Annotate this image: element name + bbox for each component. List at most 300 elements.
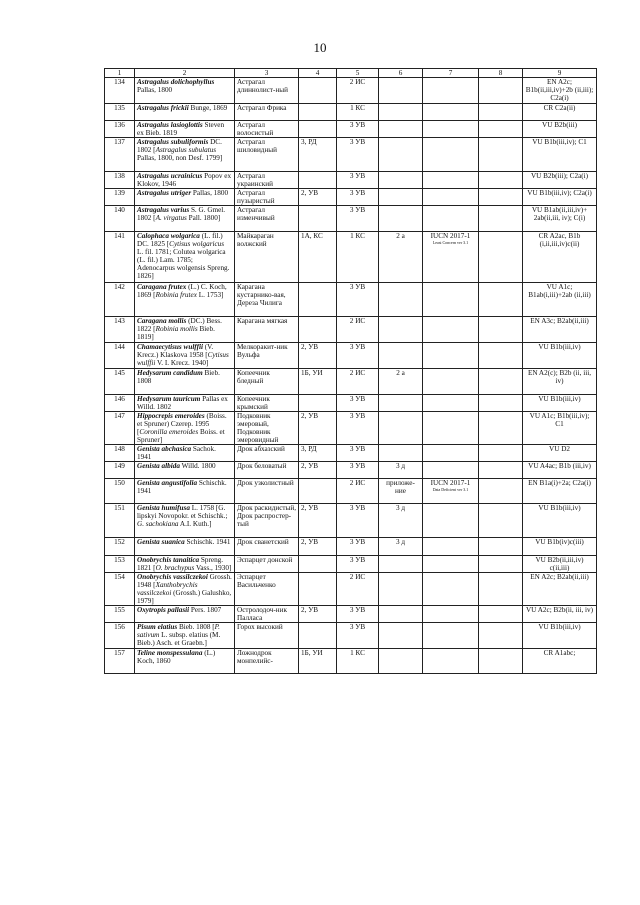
column-4-status <box>299 121 337 138</box>
species-cell <box>135 445 235 462</box>
column-8 <box>479 78 523 104</box>
table-row <box>105 283 597 317</box>
species-name: Astragalus dolichophyllus <box>137 78 215 86</box>
russian-name: Карагана кустарнико-вая, Дереза Чилига <box>235 283 299 317</box>
synonym-name: G. sachokiana <box>137 520 179 528</box>
column-4-status: 2, УВ <box>299 606 337 623</box>
species-author: Pallas, 1800 <box>191 189 229 197</box>
synonym-author: Boiss. et Spruner] <box>137 428 225 444</box>
column-6-annex <box>379 395 423 412</box>
species-cell <box>135 232 235 283</box>
column-6-annex: 2 а <box>379 369 423 395</box>
column-4-status <box>299 623 337 649</box>
column-8 <box>479 172 523 189</box>
russian-name: Майкараган волжский <box>235 232 299 283</box>
column-6-annex <box>379 283 423 317</box>
iucn-cell <box>423 317 479 343</box>
column-5-category: 2 ИС <box>337 479 379 504</box>
column-8 <box>479 232 523 283</box>
column-5-category: 3 УВ <box>337 462 379 479</box>
species-cell <box>135 317 235 343</box>
row-number: 143 <box>105 317 135 343</box>
category-criteria: VU B1b(iii,iv) <box>523 343 597 369</box>
synonym-name: O. brachypus <box>155 564 195 572</box>
table-row <box>105 504 597 538</box>
species-name: Caragana mollis <box>137 317 187 325</box>
category-criteria: EN A2c; B1b(ii,iii,iv)+2b (ii,iii); C2a(i) <box>523 78 597 104</box>
species-cell <box>135 283 235 317</box>
column-5-category: 3 УВ <box>337 343 379 369</box>
species-author: (Boiss. et Spruner) Czerep. 1995 [ <box>137 412 227 436</box>
synonym-name: A. virgatus <box>155 214 187 222</box>
iucn-cell <box>423 462 479 479</box>
table-row <box>105 462 597 479</box>
species-cell <box>135 78 235 104</box>
species-author: Bunge, 1869 <box>188 104 228 112</box>
column-8 <box>479 606 523 623</box>
row-number: 154 <box>105 573 135 606</box>
column-6-annex <box>379 573 423 606</box>
iucn-cell <box>423 369 479 395</box>
iucn-cell <box>423 649 479 674</box>
column-5-category: 2 ИС <box>337 369 379 395</box>
russian-name: Подковник эмеровый, Подковник эмеровидный <box>235 412 299 445</box>
species-name: Onobrychis vassilczekoi <box>137 573 208 581</box>
column-4-status <box>299 206 337 232</box>
species-name: Hedysarum tauricum <box>137 395 201 403</box>
synonym-author: Pallas, 1800, non Desf. 1799] <box>137 154 223 162</box>
column-header: 2 <box>135 69 235 78</box>
species-name: Pisum elatius <box>137 623 178 631</box>
species-author: Spreng. 1821 [ <box>137 556 224 572</box>
column-8 <box>479 369 523 395</box>
iucn-cell <box>423 395 479 412</box>
red-list-table <box>104 68 597 674</box>
synonym-author: L. fil. 1781; Colutea wolgarica (L. fil.) Lam. 1785; Adenocarpus wolgensis Spreng. 1826] <box>137 248 230 280</box>
column-header: 8 <box>479 69 523 78</box>
category-criteria: VU B2b(iii) <box>523 121 597 138</box>
table-body <box>105 69 597 674</box>
column-5-category: 3 УВ <box>337 283 379 317</box>
column-6-annex: 3 д <box>379 504 423 538</box>
species-cell <box>135 189 235 206</box>
row-number: 142 <box>105 283 135 317</box>
species-name: Genista suanica <box>137 538 185 546</box>
iucn-cell <box>423 206 479 232</box>
column-6-annex <box>379 445 423 462</box>
column-8 <box>479 623 523 649</box>
table-row <box>105 479 597 504</box>
iucn-cell <box>423 538 479 556</box>
synonym-author: Bieb. 1819] <box>137 325 215 341</box>
column-4-status <box>299 283 337 317</box>
species-author: Schischk. 1941 <box>184 538 231 546</box>
column-header: 9 <box>523 69 597 78</box>
column-header: 5 <box>337 69 379 78</box>
table-row <box>105 104 597 121</box>
table-row <box>105 317 597 343</box>
column-4-status: 3, РД <box>299 445 337 462</box>
column-8 <box>479 121 523 138</box>
synonym-name: Cytisus wolgaricus <box>169 240 225 248</box>
species-name: Astragalus ucrainicus <box>137 172 203 180</box>
russian-name: Астрагал шиловидный <box>235 138 299 172</box>
column-6-annex <box>379 121 423 138</box>
column-4-status <box>299 104 337 121</box>
table-row <box>105 623 597 649</box>
russian-name: Эспарцет донской <box>235 556 299 573</box>
iucn-cell <box>423 412 479 445</box>
category-criteria: VU A1c; B1b(iii,iv); C1 <box>523 412 597 445</box>
column-5-category: 3 УВ <box>337 395 379 412</box>
species-author: (V. Krecz.) Klaskova 1958 [ <box>137 343 214 359</box>
column-8 <box>479 573 523 606</box>
species-name: Genista abchasica <box>137 445 192 453</box>
row-number: 151 <box>105 504 135 538</box>
species-cell <box>135 573 235 606</box>
iucn-cell <box>423 606 479 623</box>
column-4-status <box>299 479 337 504</box>
category-criteria: VU B1b(iii,iv) <box>523 504 597 538</box>
category-criteria: VU B1b(iii,iv) <box>523 623 597 649</box>
iucn-cell <box>423 479 479 504</box>
species-name: Astragalus subuliformis <box>137 138 209 146</box>
species-author: Pers. 1807 <box>189 606 222 614</box>
table-row <box>105 649 597 674</box>
species-author: Pallas, 1800 <box>137 86 173 94</box>
iucn-cell <box>423 623 479 649</box>
russian-name: Эспарцет Васильченко <box>235 573 299 606</box>
column-6-annex <box>379 343 423 369</box>
synonym-author: A.I. Kuth.] <box>178 520 212 528</box>
species-author: S. G. Gmel. 1802 [ <box>137 206 226 222</box>
synonym-name: Robinia mollis <box>155 325 198 333</box>
russian-name: Астрагал Фрика <box>235 104 299 121</box>
column-header: 3 <box>235 69 299 78</box>
table-row <box>105 369 597 395</box>
column-8 <box>479 283 523 317</box>
column-5-category: 3 УВ <box>337 172 379 189</box>
column-8 <box>479 412 523 445</box>
column-8 <box>479 479 523 504</box>
table-row <box>105 343 597 369</box>
column-5-category: 3 УВ <box>337 606 379 623</box>
column-5-category: 3 УВ <box>337 206 379 232</box>
column-6-annex <box>379 412 423 445</box>
column-6-annex <box>379 606 423 623</box>
species-name: Onobrychis tanaitica <box>137 556 200 564</box>
column-6-annex: приложе-ние <box>379 479 423 504</box>
species-name: Astragalus utriger <box>137 189 192 197</box>
species-cell <box>135 623 235 649</box>
column-6-annex: 3 д <box>379 538 423 556</box>
category-criteria: VU B2b(iii); C2a(i) <box>523 172 597 189</box>
column-6-annex <box>379 78 423 104</box>
column-5-category: 3 УВ <box>337 189 379 206</box>
column-6-annex <box>379 649 423 674</box>
column-5-category: 2 ИС <box>337 573 379 606</box>
species-cell <box>135 504 235 538</box>
column-5-category: 1 КС <box>337 232 379 283</box>
table-row <box>105 172 597 189</box>
column-4-status: 2, УВ <box>299 343 337 369</box>
column-5-category: 3 УВ <box>337 445 379 462</box>
species-cell <box>135 479 235 504</box>
iucn-version: IUCN 2017-1 <box>430 232 471 240</box>
species-author: Popov ex Klokov, 1946 <box>137 172 232 188</box>
iucn-cell <box>423 138 479 172</box>
species-author: Schischk. 1941 <box>137 479 227 495</box>
column-6-annex <box>379 138 423 172</box>
species-cell <box>135 121 235 138</box>
category-criteria: EN A3c; B2ab(ii,iii) <box>523 317 597 343</box>
iucn-cell <box>423 232 479 283</box>
row-number: 135 <box>105 104 135 121</box>
russian-name: Карагана мягкая <box>235 317 299 343</box>
table-row <box>105 206 597 232</box>
page-number: 10 <box>313 40 327 55</box>
synonym-author: (Grossh.) Galushko, 1979] <box>137 589 232 605</box>
synonym-name: Robinia frutex <box>155 291 197 299</box>
table-row <box>105 121 597 138</box>
species-cell <box>135 104 235 121</box>
species-cell <box>135 606 235 623</box>
table-row <box>105 138 597 172</box>
species-author: (L. fil.) DC. 1825 [ <box>137 232 223 248</box>
table-row <box>105 606 597 623</box>
column-8 <box>479 462 523 479</box>
species-cell <box>135 206 235 232</box>
row-number: 156 <box>105 623 135 649</box>
row-number: 139 <box>105 189 135 206</box>
column-4-status: 1Б, УИ <box>299 369 337 395</box>
row-number: 141 <box>105 232 135 283</box>
column-header: 6 <box>379 69 423 78</box>
species-name: Chamaecytisus wulffii <box>137 343 203 351</box>
iucn-cell <box>423 283 479 317</box>
table-row <box>105 189 597 206</box>
iucn-cell <box>423 573 479 606</box>
column-4-status <box>299 395 337 412</box>
category-criteria: VU B1b(iii,iv) <box>523 395 597 412</box>
row-number: 144 <box>105 343 135 369</box>
column-5-category: 3 УВ <box>337 556 379 573</box>
category-criteria: VU B2b(ii,iii,iv) c(ii,iii) <box>523 556 597 573</box>
row-number: 134 <box>105 78 135 104</box>
column-6-annex <box>379 104 423 121</box>
column-4-status: 3, РД <box>299 138 337 172</box>
synonym-name: Cytisus wulffii <box>137 351 229 367</box>
iucn-cell <box>423 104 479 121</box>
row-number: 147 <box>105 412 135 445</box>
category-criteria: VU B1b(iii,iv); C2a(i) <box>523 189 597 206</box>
column-header: 4 <box>299 69 337 78</box>
column-4-status <box>299 172 337 189</box>
synonym-name: Coronilla emeroides <box>139 428 199 436</box>
table-row <box>105 232 597 283</box>
species-author: DC. 1802 [ <box>137 138 222 154</box>
column-6-annex <box>379 172 423 189</box>
species-cell <box>135 343 235 369</box>
column-4-status <box>299 78 337 104</box>
row-number: 145 <box>105 369 135 395</box>
iucn-cell <box>423 504 479 538</box>
russian-name: Дрок сванетский <box>235 538 299 556</box>
species-author: Sachok. 1941 <box>137 445 216 461</box>
column-6-annex <box>379 317 423 343</box>
species-name: Calophaca wolgarica <box>137 232 200 240</box>
russian-name: Дрок абхазский <box>235 445 299 462</box>
column-6-annex <box>379 189 423 206</box>
category-criteria: VU B1ab(ii,iii,iv)+ 2ab(ii,iii, iv); C(i) <box>523 206 597 232</box>
russian-name: Астрагал украинский <box>235 172 299 189</box>
synonym-author: L. 1753] <box>196 291 224 299</box>
column-4-status <box>299 556 337 573</box>
table-row <box>105 395 597 412</box>
category-criteria: EN A2(c); B2b (ii, iii, iv) <box>523 369 597 395</box>
iucn-cell <box>423 189 479 206</box>
iucn-cell <box>423 172 479 189</box>
category-criteria: EN A2c; B2ab(ii,iii) <box>523 573 597 606</box>
column-8 <box>479 317 523 343</box>
column-4-status: 2, УВ <box>299 412 337 445</box>
column-4-status: 2, УВ <box>299 538 337 556</box>
column-4-status: 1А, КС <box>299 232 337 283</box>
russian-name: Дрок раскидистый, Дрок распростер-тый <box>235 504 299 538</box>
column-5-category: 2 ИС <box>337 317 379 343</box>
synonym-author: L. subsp. elatius (M. Bieb.) Asch. et Graebn.] <box>137 631 221 647</box>
synonym-author: V. I. Krecz. 1940] <box>155 359 209 367</box>
column-6-annex <box>379 206 423 232</box>
row-number: 157 <box>105 649 135 674</box>
russian-name: Астрагал изменчивый <box>235 206 299 232</box>
category-criteria: VU B1b(iii,iv); C1 <box>523 138 597 172</box>
species-author: (L.) Koch, 1860 <box>137 649 216 665</box>
russian-name: Мелкоракит-ник Вульфа <box>235 343 299 369</box>
species-cell <box>135 395 235 412</box>
species-name: Oxytropis pallasii <box>137 606 190 614</box>
species-author: Bieb. 1808 <box>137 369 220 385</box>
column-8 <box>479 538 523 556</box>
row-number: 136 <box>105 121 135 138</box>
table-row <box>105 412 597 445</box>
column-5-category: 2 ИС <box>337 78 379 104</box>
row-number: 138 <box>105 172 135 189</box>
species-cell <box>135 172 235 189</box>
synonym-author: Vass., 1930] <box>194 564 232 572</box>
category-criteria: CR A1abc; <box>523 649 597 674</box>
species-author: Bieb. 1808 [ <box>177 623 215 631</box>
species-author: Pallas ex Willd. 1802 <box>137 395 228 411</box>
column-8 <box>479 104 523 121</box>
column-8 <box>479 138 523 172</box>
iucn-cell <box>423 445 479 462</box>
table-row <box>105 445 597 462</box>
category-criteria: VU A2c; B2b(ii, iii, iv) <box>523 606 597 623</box>
category-criteria: VU A4ac; B1b (iii,iv) <box>523 462 597 479</box>
synonym-name: P. sativum <box>137 623 220 639</box>
species-name: Teline monspessulana <box>137 649 203 657</box>
iucn-status: Data Deficient ver 3.1 <box>432 487 469 492</box>
iucn-cell <box>423 121 479 138</box>
category-criteria: CR A2ac, B1b (i,ii,iii,iv)c(ii) <box>523 232 597 283</box>
species-author: Willd. 1800 <box>179 462 216 470</box>
column-5-category: 3 УВ <box>337 138 379 172</box>
column-5-category: 3 УВ <box>337 504 379 538</box>
synonym-name: Xanthobrychis vassilczekoi <box>137 581 198 597</box>
column-6-annex: 2 а <box>379 232 423 283</box>
table-row <box>105 556 597 573</box>
table-row <box>105 538 597 556</box>
species-name: Astragalus frickii <box>137 104 189 112</box>
russian-name: Копеечник крымский <box>235 395 299 412</box>
column-8 <box>479 189 523 206</box>
row-number: 155 <box>105 606 135 623</box>
column-5-category: 1 КС <box>337 104 379 121</box>
column-5-category: 1 КС <box>337 649 379 674</box>
species-cell <box>135 538 235 556</box>
species-name: Hedysarum candidum <box>137 369 203 377</box>
species-name: Genista humifusa <box>137 504 190 512</box>
column-6-annex: 3 д <box>379 462 423 479</box>
category-criteria: VU B1b(iv)c(iii) <box>523 538 597 556</box>
russian-name: Астрагал волосистый <box>235 121 299 138</box>
row-number: 152 <box>105 538 135 556</box>
species-name: Hippocrepis emeroides <box>137 412 205 420</box>
synonym-name: Astragalus subulatus <box>155 146 217 154</box>
column-8 <box>479 206 523 232</box>
column-header: 7 <box>423 69 479 78</box>
column-6-annex <box>379 623 423 649</box>
category-criteria: VU D2 <box>523 445 597 462</box>
column-4-status <box>299 573 337 606</box>
column-4-status: 2, УВ <box>299 189 337 206</box>
species-cell <box>135 649 235 674</box>
column-6-annex <box>379 556 423 573</box>
column-8 <box>479 504 523 538</box>
iucn-version: IUCN 2017-1 <box>430 479 471 487</box>
russian-name: Дрок беловатый <box>235 462 299 479</box>
russian-name: Горох высокий <box>235 623 299 649</box>
species-author: L. 1758 [G. lipskyi Novopokr. et Schischk.; <box>137 504 228 520</box>
iucn-cell <box>423 343 479 369</box>
column-8 <box>479 445 523 462</box>
synonym-author: Pall. 1800] <box>186 214 221 222</box>
russian-name: Астрагал пузыристый <box>235 189 299 206</box>
iucn-cell <box>423 556 479 573</box>
column-8 <box>479 343 523 369</box>
row-number: 148 <box>105 445 135 462</box>
species-name: Astragalus lasioglottis <box>137 121 203 129</box>
column-4-status: 2, УВ <box>299 462 337 479</box>
column-8 <box>479 395 523 412</box>
category-criteria: VU A1c; B1ab(i,iii)+2ab (ii,iii) <box>523 283 597 317</box>
species-name: Caragana frutex <box>137 283 187 291</box>
column-8 <box>479 556 523 573</box>
species-cell <box>135 412 235 445</box>
row-number: 137 <box>105 138 135 172</box>
species-cell <box>135 138 235 172</box>
species-name: Genista albida <box>137 462 180 470</box>
column-5-category: 3 УВ <box>337 412 379 445</box>
russian-name: Копеечник бледный <box>235 369 299 395</box>
species-author: (DC.) Bess. 1822 [ <box>137 317 222 333</box>
row-number: 153 <box>105 556 135 573</box>
row-number: 150 <box>105 479 135 504</box>
species-author: (L.) C. Koch, 1869 [ <box>137 283 227 299</box>
column-4-status <box>299 317 337 343</box>
species-author: Grossh. 1948 [ <box>137 573 232 589</box>
